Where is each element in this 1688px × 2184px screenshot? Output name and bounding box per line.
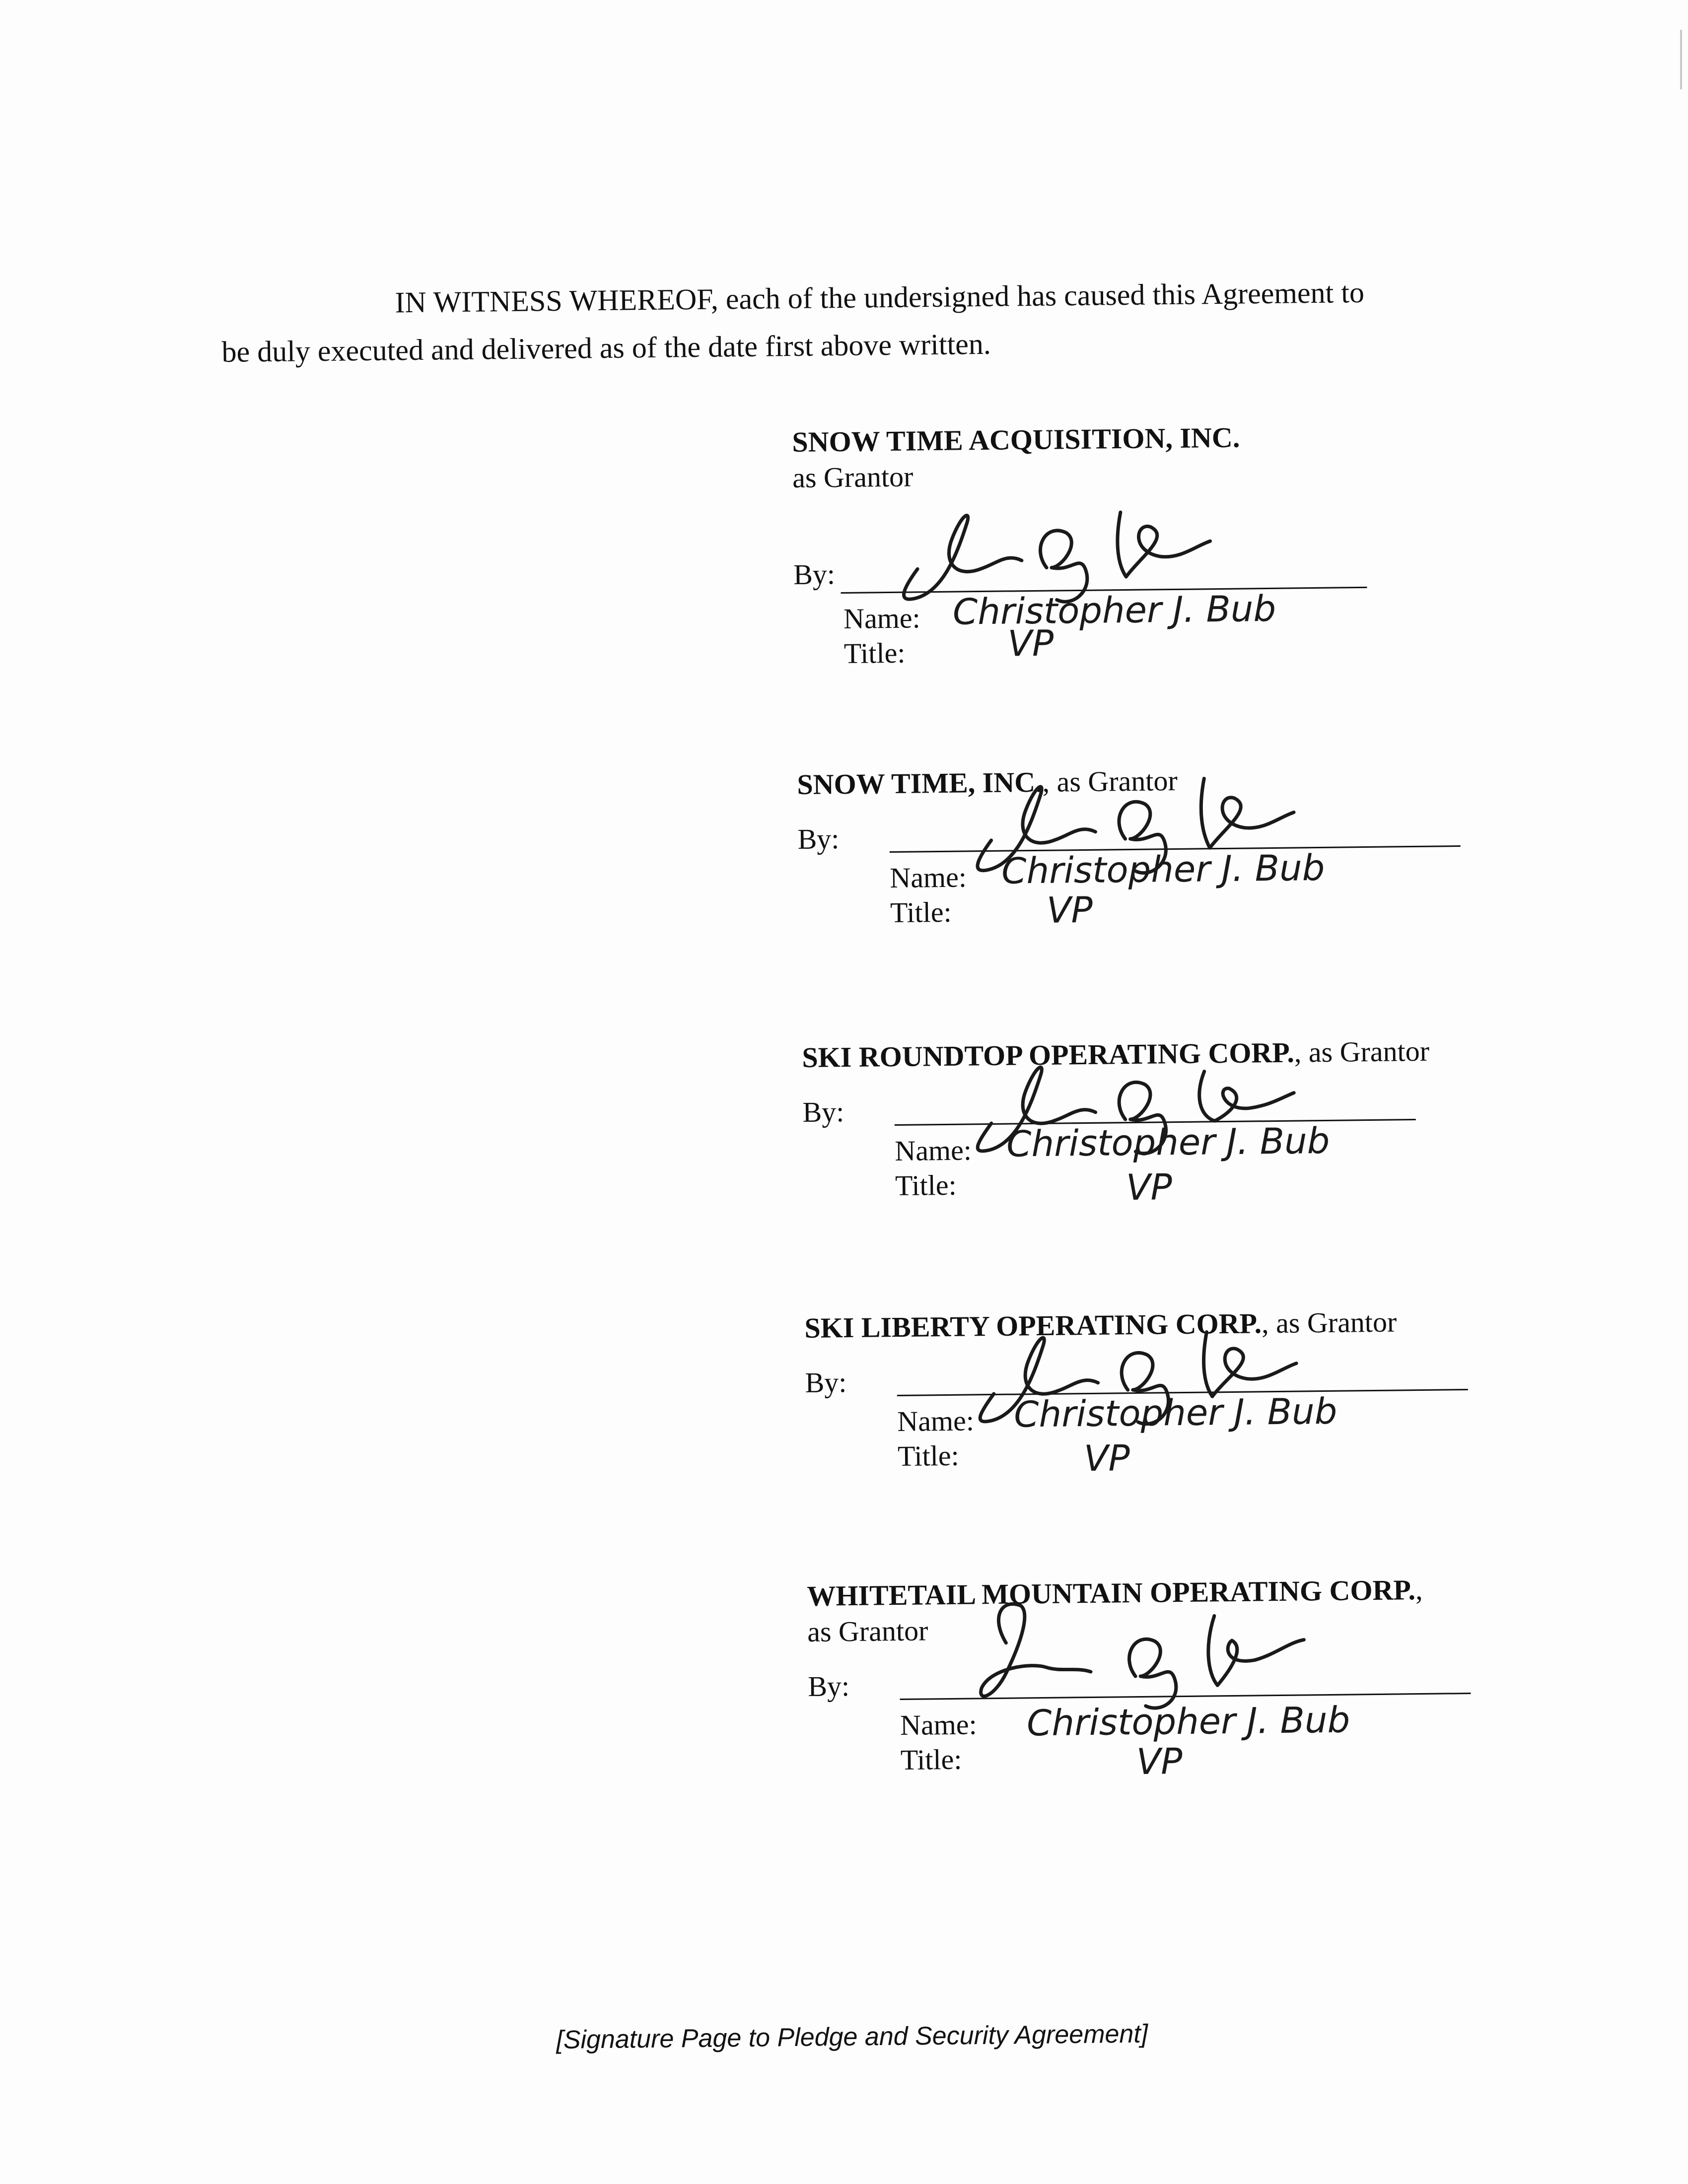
name-label: Name: bbox=[890, 861, 967, 894]
handwritten-name: Christopher J. Bub bbox=[1013, 1390, 1337, 1435]
handwritten-name: Christopher J. Bub bbox=[952, 587, 1276, 633]
handwritten-title: VP bbox=[1136, 1740, 1183, 1783]
role-line: as Grantor bbox=[807, 1614, 928, 1648]
witness-line-2: be duly executed and delivered as of the date first above written. bbox=[221, 327, 991, 368]
entity-name: SNOW TIME, INC. bbox=[797, 765, 1043, 801]
entity-name: WHITETAIL MOUNTAIN OPERATING CORP. bbox=[807, 1573, 1416, 1612]
handwritten-title: VP bbox=[1046, 888, 1093, 931]
entity-name: SNOW TIME ACQUISITION, INC. bbox=[792, 421, 1240, 458]
name-label: Name: bbox=[843, 602, 921, 635]
by-label: By: bbox=[805, 1366, 847, 1399]
scan-edge-mark bbox=[1680, 30, 1682, 89]
handwritten-title: VP bbox=[1007, 622, 1054, 665]
signature-block-snow-time-inc: SNOW TIME, INC., as Grantor By: Name: Title: Christopher J. Bub VP bbox=[797, 763, 1179, 961]
signature-block-whitetail-mountain: WHITETAIL MOUNTAIN OPERATING CORP., as Grantor By: Name: Title: Christopher J. Bub VP bbox=[807, 1572, 1425, 1809]
by-label: By: bbox=[807, 1670, 850, 1703]
handwritten-name: Christopher J. Bub bbox=[1001, 846, 1325, 892]
witness-line-1: IN WITNESS WHEREOF, each of the undersigned has caused this Agreement to bbox=[395, 275, 1365, 319]
role-line: as Grantor bbox=[792, 460, 914, 494]
name-label: Name: bbox=[897, 1404, 975, 1438]
name-label: Name: bbox=[895, 1134, 972, 1167]
title-label: Title: bbox=[897, 1439, 960, 1473]
entity-name: SKI LIBERTY OPERATING CORP. bbox=[804, 1307, 1262, 1344]
name-label: Name: bbox=[900, 1708, 978, 1742]
signature-block-ski-roundtop: SKI ROUNDTOP OPERATING CORP., as Grantor By: Name: Title: Christopher J. Bub VP bbox=[802, 1034, 1430, 1209]
handwritten-name: Christopher J. Bub bbox=[1006, 1119, 1330, 1165]
witness-paragraph bbox=[221, 268, 1463, 376]
handwritten-name: Christopher J. Bub bbox=[1026, 1699, 1350, 1744]
signature-page-footer: [Signature Page to Pledge and Security Agreement] bbox=[556, 2019, 1148, 2054]
signature-block-ski-liberty: SKI LIBERTY OPERATING CORP., as Grantor By: Name: Title: Christopher J. Bub VP bbox=[804, 1304, 1399, 1505]
handwritten-title: VP bbox=[1125, 1166, 1173, 1209]
handwritten-title: VP bbox=[1083, 1437, 1130, 1480]
handwritten-signature bbox=[946, 1585, 1325, 1718]
by-label: By: bbox=[802, 1095, 844, 1128]
by-label: By: bbox=[793, 558, 836, 591]
by-label: By: bbox=[797, 822, 840, 855]
entity-name: SKI ROUNDTOP OPERATING CORP. bbox=[802, 1036, 1295, 1074]
title-label: Title: bbox=[890, 895, 952, 929]
title-label: Title: bbox=[844, 636, 906, 670]
title-label: Title: bbox=[900, 1743, 962, 1776]
title-label: Title: bbox=[895, 1168, 957, 1202]
signature-block-snow-time-acquisition bbox=[792, 420, 1276, 670]
